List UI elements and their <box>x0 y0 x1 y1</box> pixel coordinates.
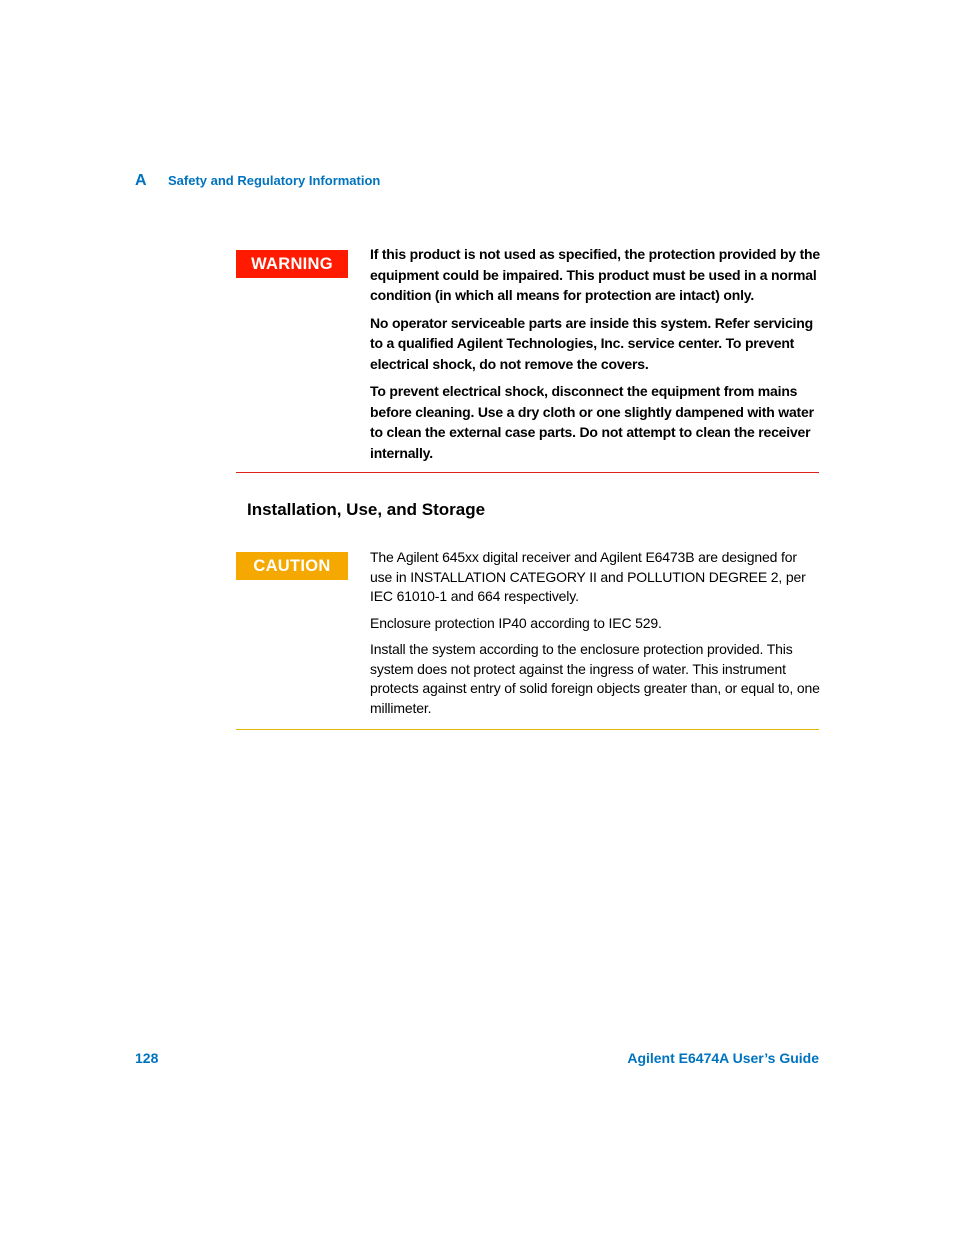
chapter-letter: A <box>135 172 147 189</box>
warning-badge: WARNING <box>236 250 348 278</box>
running-header <box>135 172 380 190</box>
chapter-title: Safety and Regulatory Information <box>168 173 381 188</box>
section-heading: Installation, Use, and Storage <box>247 500 486 519</box>
caution-notice <box>236 548 819 730</box>
caution-paragraph: The Agilent 645xx digital receiver and Agilent E6473B are designed for use in INSTALLATION CATEGORY II and POLLUTION DEGREE 2, per IEC 61010-1 and 664 respectively. <box>370 549 806 604</box>
warning-body <box>370 244 820 463</box>
caution-paragraph: Install the system according to the enclosure protection provided. This system does not protect against the ingress of water. This instrument protects against entry of solid foreign objects greater than, or equal to, one millimeter. <box>370 641 820 716</box>
caution-body <box>370 548 820 718</box>
warning-paragraph: No operator serviceable parts are inside this system. Refer servicing to a qualified Agilent Technologies, Inc. service center. To prevent electrical shock, do not remove the covers. <box>370 314 813 372</box>
page-number: 128 <box>135 1050 159 1066</box>
caution-paragraph: Enclosure protection IP40 according to IEC 529. <box>370 614 662 631</box>
warning-paragraph: To prevent electrical shock, disconnect the equipment from mains before cleaning. Use a dry cloth or one slightly dampened with water to clean the external case parts. Do not attempt to clean the receiver internally. <box>370 383 814 461</box>
guide-title: Agilent E6474A User’s Guide <box>627 1050 819 1066</box>
running-footer <box>135 1050 819 1066</box>
caution-badge: CAUTION <box>236 552 348 580</box>
warning-paragraph: If this product is not used as specified, the protection provided by the equipment could be impaired. This product must be used in a normal condition (in which all means for protection are intact) only. <box>370 246 820 303</box>
warning-notice <box>236 244 819 473</box>
